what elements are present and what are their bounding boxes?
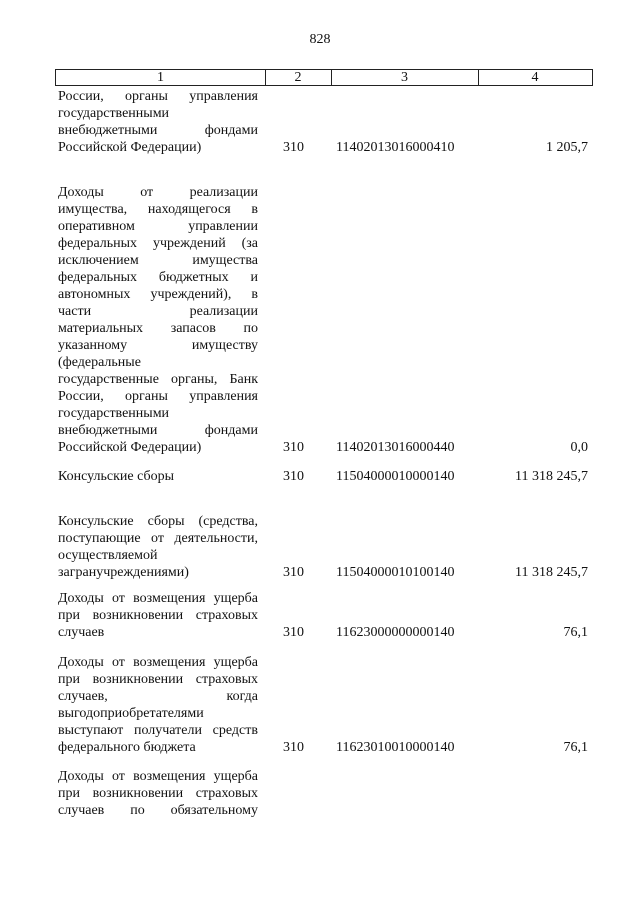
- header-col-3: 3: [331, 70, 479, 85]
- table-row: [58, 513, 593, 583]
- description-line: России, органы управления: [58, 389, 258, 404]
- description-line: осуществляемой: [58, 548, 158, 563]
- description-line: Российской Федерации): [58, 140, 202, 155]
- description-line: случаев, когда: [58, 689, 258, 704]
- row-amount: 11 318 245,7: [515, 565, 588, 580]
- description-line: при возникновении страховых: [58, 786, 258, 801]
- description-line: государственными: [58, 406, 170, 421]
- description-line: внебюджетными фондами: [58, 423, 258, 438]
- description-line: Доходы от возмещения ущерба: [58, 655, 258, 670]
- row-amount: 76,1: [563, 740, 588, 755]
- description-line: при возникновении страховых: [58, 672, 258, 687]
- row-description: [58, 590, 258, 641]
- row-description: [58, 768, 258, 819]
- table-header-row: [55, 69, 593, 86]
- description-line: исключением имущества: [58, 253, 258, 268]
- row-description: [58, 468, 258, 485]
- table-row: [58, 654, 593, 758]
- description-line: части реализации: [58, 304, 258, 319]
- row-code: 310: [283, 469, 304, 484]
- row-kbk: 11402013016000410: [336, 140, 455, 155]
- row-amount: 11 318 245,7: [515, 469, 588, 484]
- header-col-1: 1: [56, 70, 266, 85]
- row-kbk: 11402013016000440: [336, 440, 455, 455]
- row-description: [58, 88, 258, 156]
- page-number: 828: [309, 32, 331, 47]
- row-kbk: 11504000010000140: [336, 469, 455, 484]
- description-line: России, органы управления: [58, 89, 258, 104]
- header-col-2: 2: [265, 70, 332, 85]
- description-line: государственные органы, Банк: [58, 372, 258, 387]
- description-line: поступающие от деятельности,: [58, 531, 258, 546]
- row-code: 310: [283, 440, 304, 455]
- description-line: при возникновении страховых: [58, 608, 258, 623]
- description-line: случаев по обязательному: [58, 803, 258, 818]
- description-line: Доходы от возмещения ущерба: [58, 591, 258, 606]
- description-line: Доходы от возмещения ущерба: [58, 769, 258, 784]
- description-line: Консульские сборы: [58, 469, 175, 484]
- description-line: выгодоприобретателями: [58, 706, 204, 721]
- row-code: 310: [283, 625, 304, 640]
- description-line: выступают получатели средств: [58, 723, 258, 738]
- table-row: [58, 88, 593, 158]
- description-line: оперативном управлении: [58, 219, 258, 234]
- description-line: федерального бюджета: [58, 740, 196, 755]
- row-kbk: 11504000010100140: [336, 565, 455, 580]
- row-description: [58, 513, 258, 581]
- row-amount: 76,1: [563, 625, 588, 640]
- row-code: 310: [283, 140, 304, 155]
- row-description: [58, 184, 258, 456]
- header-col-4: 4: [531, 70, 539, 85]
- description-line: государственными: [58, 106, 170, 121]
- table-row: [58, 184, 593, 464]
- row-code: 310: [283, 565, 304, 580]
- table-row: [58, 468, 593, 488]
- description-line: материальных запасов по: [58, 321, 258, 336]
- row-kbk: 11623010010000140: [336, 740, 455, 755]
- description-line: указанному имуществу: [58, 338, 258, 353]
- description-line: загранучреждениями): [58, 565, 189, 580]
- row-kbk: 11623000000000140: [336, 625, 455, 640]
- table-row: [58, 768, 593, 820]
- row-code: 310: [283, 740, 304, 755]
- description-line: имущества, находящегося в: [58, 202, 258, 217]
- description-line: случаев: [58, 625, 105, 640]
- description-line: автономных учреждений), в: [58, 287, 258, 302]
- description-line: Доходы от реализации: [58, 185, 258, 200]
- description-line: Консульские сборы (средства,: [58, 514, 258, 529]
- row-amount: 0,0: [570, 440, 588, 455]
- table-row: [58, 590, 593, 642]
- description-line: федеральных учреждений (за: [58, 236, 258, 251]
- description-line: Российской Федерации): [58, 440, 202, 455]
- description-line: федеральных бюджетных и: [58, 270, 258, 285]
- row-amount: 1 205,7: [546, 140, 588, 155]
- description-line: (федеральные: [58, 355, 141, 370]
- description-line: внебюджетными фондами: [58, 123, 258, 138]
- row-description: [58, 654, 258, 756]
